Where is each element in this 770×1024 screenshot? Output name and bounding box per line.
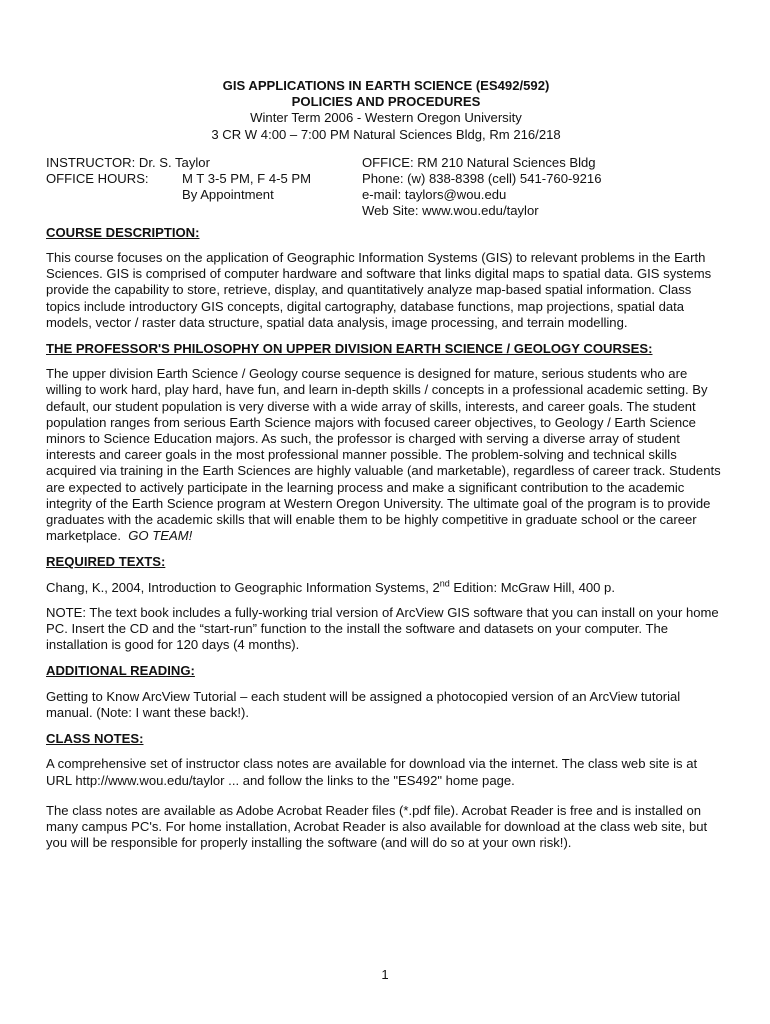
instructor-info bbox=[46, 155, 726, 217]
by-appointment: By Appointment bbox=[182, 187, 274, 203]
office-hours-value: M T 3-5 PM, F 4-5 PM bbox=[182, 171, 312, 186]
class-notes-text-1: A comprehensive set of instructor class notes are available for download via the internet. The class web site is at URL http://www.wou.edu/taylor ... and follow the links to the "ES492" home page. bbox=[46, 756, 698, 788]
document-page bbox=[46, 78, 726, 851]
philosophy-text bbox=[46, 366, 726, 544]
term-line: Winter Term 2006 - Western Oregon University bbox=[250, 110, 522, 126]
office-hours bbox=[46, 171, 346, 187]
citation-edition: Edition: McGraw Hill, 400 p. bbox=[449, 579, 615, 595]
doc-title: GIS APPLICATIONS IN EARTH SCIENCE (ES492/592) bbox=[222, 78, 550, 93]
instructor-name: INSTRUCTOR: Dr. S. Taylor bbox=[46, 154, 210, 170]
additional-reading-text: Getting to Know ArcView Tutorial – each student will be assigned a photocopied version of an ArcView tutorial manual. (Note: I want these back!). bbox=[46, 688, 681, 720]
citation-superscript: nd bbox=[439, 578, 450, 589]
by-appointment-row bbox=[46, 187, 346, 203]
website: Web Site: www.wou.edu/taylor bbox=[362, 203, 539, 219]
doc-subtitle: POLICIES AND PROCEDURES bbox=[291, 94, 481, 110]
office-hours-label: OFFICE HOURS: bbox=[46, 171, 149, 186]
citation-main: Chang, K., 2004, Introduction to Geographic Information Systems, 2 bbox=[46, 579, 440, 595]
additional-reading-heading: ADDITIONAL READING: bbox=[46, 663, 195, 679]
class-notes-text-2: The class notes are available as Adobe Acrobat Reader files (*.pdf file). Acrobat Reader is free and is installed on many campus PC's. For home installation, Acrobat Reader is also available for download at the class web site, but you will be responsible for properly installing the software (and will do so at your own risk!). bbox=[46, 802, 708, 851]
phone-numbers: Phone: (w) 838-8398 (cell) 541-760-9216 bbox=[362, 171, 602, 186]
class-notes-heading: CLASS NOTES: bbox=[46, 731, 144, 747]
course-description-text: This course focuses on the application of Geographic Information Systems (GIS) to relevant problems in the Earth Sciences. GIS is comprised of computer hardware and software that links digital maps to spatial data. GIS systems provide the capability to store, retrieve, display, and quantitatively analyze map-based spatial information. Class topics include introductory GIS concepts, digital cartography, database functions, map projections, spatial data models, vector / raster data structure, spatial data analysis, image processing, and terrain modelling. bbox=[46, 250, 712, 330]
page-number: 1 bbox=[381, 967, 389, 982]
required-texts-heading: REQUIRED TEXTS: bbox=[46, 554, 166, 570]
philosophy-heading: THE PROFESSOR'S PHILOSOPHY ON UPPER DIVISION EARTH SCIENCE / GEOLOGY COURSES: bbox=[46, 341, 653, 357]
philosophy-closing: GO TEAM! bbox=[128, 528, 193, 544]
instructor-column bbox=[46, 155, 346, 204]
email-address: e-mail: taylors@wou.edu bbox=[362, 187, 507, 203]
philosophy-body: The upper division Earth Science / Geology course sequence is designed for mature, serious students who are willing to work hard, play hard, have fun, and learn in-depth skills / concepts in a professional academic setting. By default, our student population is very diverse with a wide array of skills, interests, and career goals. The student population ranges from serious Earth Science majors with focused career objectives, to Geology / Earth Science minors to Science Education majors. As such, the professor is charged with serving a diverse array of student interests and career goals in the most professional manner possible. The problem-solving and technical skills acquired via training in the Earth Sciences are highly valuable (and marketable), regardless of career track. Students are expected to actively participate in the learning process and make a significant contribution to the academic integrity of the Earth Science program at Western Oregon University. The ultimate goal of the program is to provide graduates with the academic skills that will enable them to be highly competitive in graduate school or the career marketplace. bbox=[46, 366, 721, 544]
required-text-note: NOTE: The text book includes a fully-working trial version of ArcView GIS software that you can install on your home PC. Insert the CD and the “start-run” function to the install the software and datasets on your computer. The installation is good for 120 days (4 months). bbox=[46, 604, 719, 653]
contact-column bbox=[362, 155, 726, 220]
required-text-citation bbox=[46, 580, 726, 596]
office-location: OFFICE: RM 210 Natural Sciences Bldg bbox=[362, 154, 596, 170]
schedule-line: 3 CR W 4:00 – 7:00 PM Natural Sciences Bldg, Rm 216/218 bbox=[211, 126, 561, 142]
course-description-heading: COURSE DESCRIPTION: bbox=[46, 224, 200, 240]
